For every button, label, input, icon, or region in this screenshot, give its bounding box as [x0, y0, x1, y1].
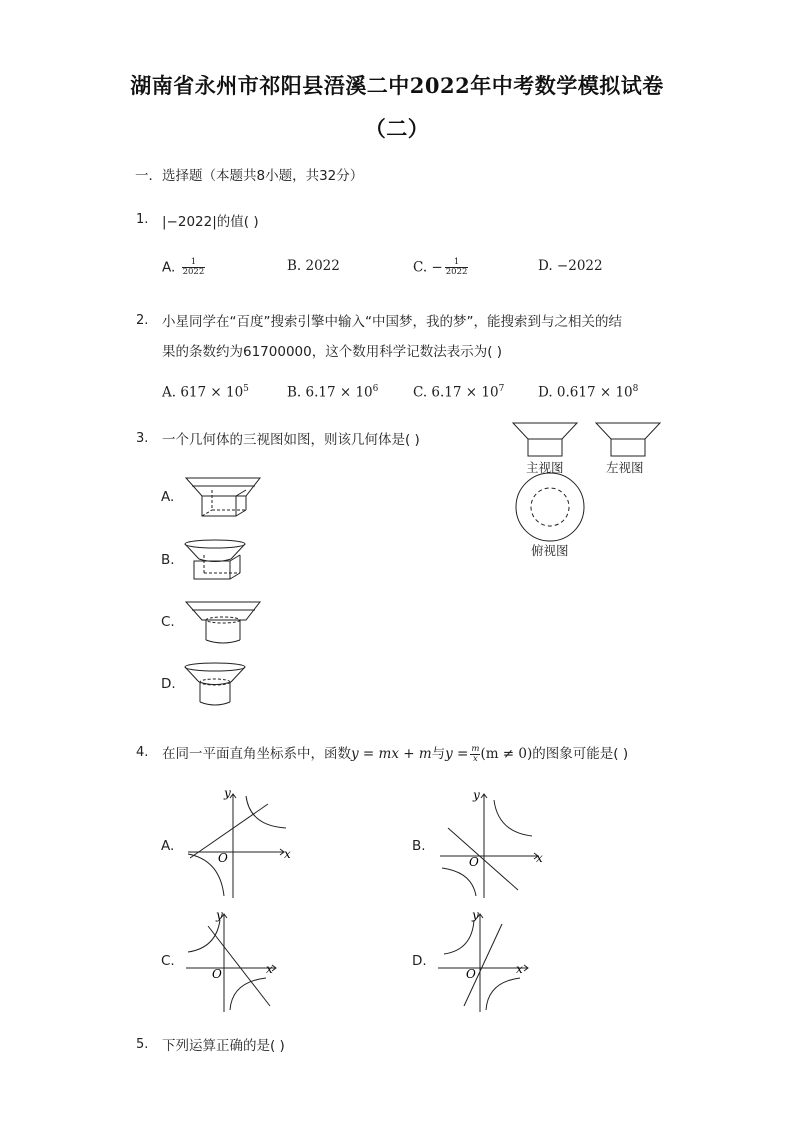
q2-option-b: [287, 384, 378, 401]
q4-graph-d: [432, 906, 537, 1016]
q1-a-numerator: 1: [182, 258, 206, 268]
q2-option-d: [538, 384, 638, 401]
q1-option-c-fraction: [445, 258, 469, 277]
q2-option-c: [413, 384, 504, 401]
left-view-caption: 左视图: [606, 460, 644, 475]
q4-stem-part-b: 与: [431, 746, 446, 762]
q4a-x-label: x: [284, 847, 291, 861]
q5-number: 5.: [136, 1037, 149, 1052]
q5-stem: 下列运算正确的是( ): [162, 1038, 285, 1054]
q1-option-d: D. −2022: [538, 258, 603, 274]
q3-number: 3.: [136, 431, 149, 446]
q4-func-linear: y = mx + m: [351, 746, 432, 762]
top-view-caption: 俯视图: [531, 543, 569, 558]
q4b-x-label: x: [536, 851, 543, 865]
q2-option-a: [162, 384, 249, 401]
q2-a-base: A. 617 × 10: [162, 384, 244, 401]
q2-line2: 果的条数约为61700000，这个数用科学记数法表示为( ): [162, 344, 503, 360]
q4-frac-numerator: m: [471, 743, 480, 754]
q4a-y-label: y: [224, 786, 231, 800]
q4d-y-label: y: [472, 908, 479, 922]
q4-option-d-label: D.: [412, 953, 427, 969]
q4-number: 4.: [136, 745, 149, 760]
q2-d-exp: 8: [632, 384, 639, 394]
q1-number: 1.: [136, 212, 149, 227]
exam-subtitle: （二）: [364, 116, 430, 141]
q2-number: 2.: [136, 313, 149, 328]
left-view-shape: [596, 423, 660, 456]
section-header: 一．选择题（本题共8小题，共32分）: [135, 168, 364, 184]
q1-option-a-label: A.: [162, 259, 176, 276]
q4-option-b-label: B.: [412, 838, 426, 854]
q4b-y-label: y: [473, 788, 480, 802]
q1-option-c: [413, 258, 468, 277]
q3-option-c-label: C.: [161, 614, 175, 630]
q4c-origin-label: O: [212, 967, 222, 981]
q2-a-exp: 5: [243, 384, 249, 394]
q1-option-c-label: C. −: [413, 259, 443, 276]
front-view-shape: [513, 423, 577, 456]
q4b-origin-label: O: [469, 855, 479, 869]
q3-option-c-figure: [182, 598, 267, 648]
q4-frac-denominator: x: [473, 753, 478, 764]
q2-b-base: B. 6.17 × 10: [287, 384, 373, 401]
q2-c-base: C. 6.17 × 10: [413, 384, 499, 401]
q1-option-a: [162, 258, 205, 277]
q4-graph-a: [180, 786, 295, 901]
q1-c-numerator: 1: [445, 258, 469, 268]
q3-stem: 一个几何体的三视图如图，则该几何体是( ): [162, 432, 420, 448]
q4c-x-label: x: [266, 962, 273, 976]
q3-option-b-label: B.: [161, 552, 175, 568]
q4-option-c-label: C.: [161, 953, 175, 969]
q1-option-b: B. 2022: [287, 258, 340, 274]
q4-stem-part-a: 在同一平面直角坐标系中，函数: [162, 746, 351, 762]
q4-graph-b: [432, 786, 547, 901]
q3-option-a-figure: [182, 474, 267, 522]
q1-c-denominator: 2022: [445, 267, 468, 277]
front-view-caption: 主视图: [526, 460, 564, 475]
q2-line1: 小星同学在“百度”搜索引擎中输入“中国梦，我的梦”，能搜索到与之相关的结: [162, 314, 622, 330]
q4-option-a-label: A.: [161, 838, 175, 854]
q4-graph-c: [180, 906, 285, 1016]
q3-option-d-figure: [182, 660, 252, 710]
q1-a-denominator: 2022: [182, 267, 205, 277]
q2-c-exp: 7: [498, 384, 505, 394]
q4-func-y: y =: [445, 746, 469, 762]
q4d-x-label: x: [516, 962, 523, 976]
q4d-origin-label: O: [466, 967, 476, 981]
q4c-y-label: y: [216, 908, 223, 922]
q4-stem-part-d: 的图象可能是( ): [532, 746, 629, 762]
q3-three-views-figure: [505, 415, 670, 560]
q4-func-fraction: [470, 745, 480, 764]
q4-stem: [162, 742, 628, 764]
q2-b-exp: 6: [372, 384, 379, 394]
top-view-shape: [516, 473, 584, 541]
q1-stem: |−2022|的值( ): [162, 214, 259, 230]
q1-option-a-fraction: [182, 258, 206, 277]
q2-d-base: D. 0.617 × 10: [538, 384, 633, 401]
q3-option-b-figure: [182, 537, 252, 585]
exam-title: 湖南省永州市祁阳县浯溪二中2022年中考数学模拟试卷: [130, 73, 664, 98]
q4-condition: (m ≠ 0): [480, 746, 533, 762]
q3-option-d-label: D.: [161, 676, 176, 692]
q4a-origin-label: O: [218, 851, 228, 865]
q3-option-a-label: A.: [161, 489, 175, 505]
